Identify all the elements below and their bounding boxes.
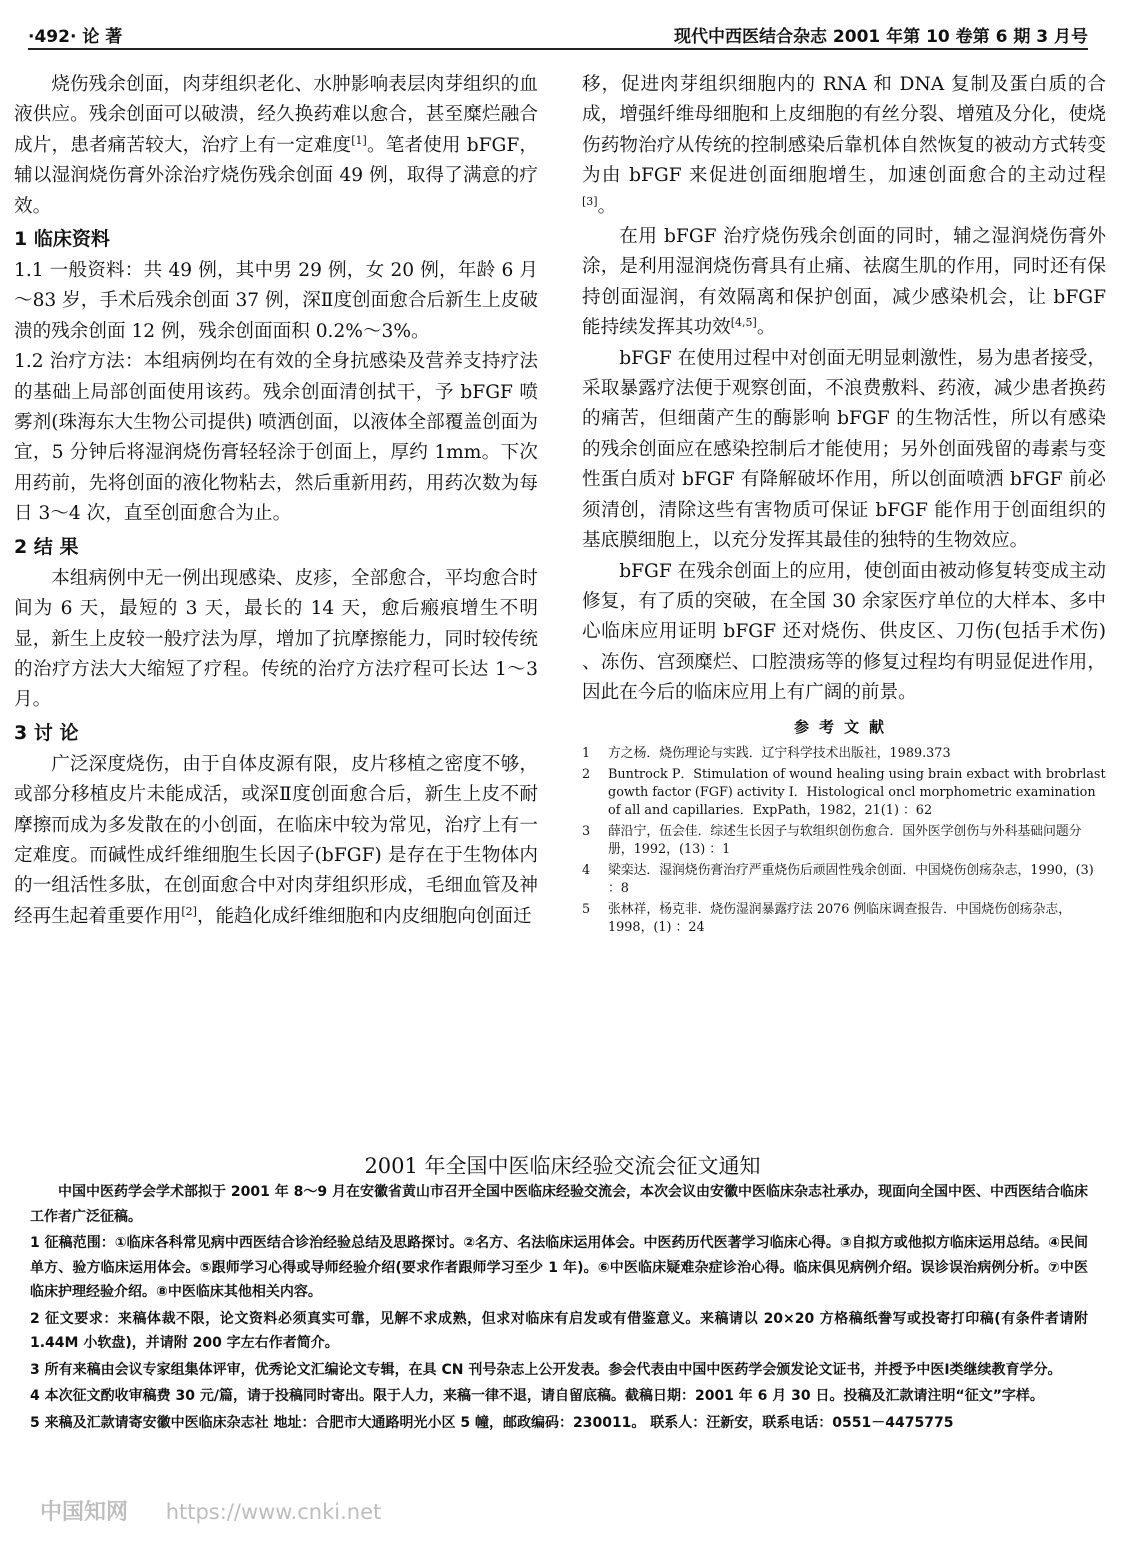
reference-text: 梁栾达．湿润烧伤膏治疗严重烧伤后顽固性残余创面．中国烧伤创疡杂志，1990，(3) ：8 bbox=[608, 862, 1094, 896]
reference-number: 5 bbox=[582, 901, 591, 917]
reference-text: Buntrock P．Stimulation of wound healing using brain exbact with brobrlast gowth factor (FGF) activity I．Histological oncl morphometric examination of all and capillaries．ExpPath，1982，21(1) ：62 bbox=[608, 766, 1106, 818]
reference-number: 2 bbox=[582, 766, 591, 782]
notice-item: 3 所有来稿由会议专家组集体评审，优秀论文汇编论文专辑，在具 CN 刊号杂志上公开发表。参会代表由中国中医药学会颁发论文证书，并授予中医Ⅰ类继续教育学分。 bbox=[30, 1361, 1062, 1378]
reference-number: 3 bbox=[582, 823, 591, 839]
notice-item: 1 征稿范围：①临床各科常见病中西医结合诊治经验总结及思路探讨。②名方、名法临床运用体会。中医药历代医著学习临床心得。③自拟方或他拟方临床运用总结。④民间单方、验方临床运用体会。⑤跟师学习心得或导师经验介绍(要求作者跟师学习至少 1 年)。⑥中医临床疑难杂症诊治心得。临床俱见病例介绍。误诊误治病例分析。⑦中医临床护理经验介绍。⑧中医临床其他相关内容。 bbox=[30, 1235, 1088, 1300]
watermark-footer bbox=[40, 1495, 381, 1526]
notice-intro: 中国中医药学会学术部拟于 2001 年 8～9 月在安徽省黄山市召开全国中医临床经验交流会，本次会议由安徽中医临床杂志社承办，现面向全国中医、中西医结合临床工作者广泛征稿。 bbox=[30, 1184, 1088, 1225]
discussion-text: 广泛深度烧伤，由于自体皮源有限，皮片移植之密度不够，或部分移植皮片未能成活，或深Ⅱ度创面愈合后，新生上皮不耐摩擦而成为多发散在的小创面，在临床中较为常见，治疗上有一定难度。而碱性成纤维细胞生长因子(bFGF) 是存在于生物体内的一组活性多肽，在创面愈合中对肉芽组织形成，毛细血管及神经再生起着重要作用 bbox=[14, 753, 538, 927]
reference-item bbox=[582, 862, 1106, 898]
section-heading-clinical-data: 1 临床资料 bbox=[14, 228, 110, 251]
intro-text-end: 。笔者使用 bFGF，辅以湿润烧伤膏外涂治疗烧伤残余创面 49 例，取得了满意的疗效。 bbox=[14, 134, 538, 217]
citation-4-5: [4,5] bbox=[730, 316, 757, 330]
cnki-brand: 中国知网 bbox=[40, 1500, 129, 1525]
intro-paragraph bbox=[14, 70, 538, 222]
paragraph-a-end: 。 bbox=[756, 317, 776, 339]
call-for-papers-notice bbox=[30, 1180, 1088, 1437]
citation-3: [3] bbox=[582, 194, 598, 208]
cnki-url[interactable]: https://www.cnki.net bbox=[165, 1500, 382, 1524]
notice-item: 5 来稿及汇款请寄安徽中医临床杂志社 地址：合肥市大通路明光小区 5 幢，邮政编码：230011。 联系人：汪新安，联系电话：0551－4475775 bbox=[30, 1414, 954, 1431]
reference-item bbox=[582, 823, 1106, 859]
section-heading-results: 2 结 果 bbox=[14, 535, 79, 558]
notice-item: 2 征文要求：来稿体裁不限，论文资料必须真实可靠，见解不求成熟，但求对临床有启发或有借鉴意义。来稿请以 20×20 方格稿纸誊写或投寄打印稿(有条件者请附 1.44M 小软盘)，并请附 200 字左右作者简介。 bbox=[30, 1310, 1088, 1351]
reference-number: 4 bbox=[582, 862, 591, 878]
references-title: 参考文献 bbox=[793, 717, 894, 736]
reference-item bbox=[582, 766, 1106, 820]
running-header bbox=[28, 18, 1088, 50]
discussion-paragraph bbox=[14, 750, 538, 932]
reference-text: 薛沿宁，伍会佳．综述生长因子与软组织创伤愈合．国外医学创伤与外科基础问题分册，1992，(13) ：1 bbox=[608, 823, 1082, 857]
continued-text-end: 。 bbox=[597, 195, 617, 217]
section-heading-discussion: 3 讨 论 bbox=[14, 721, 79, 744]
discussion-paragraph-a bbox=[582, 222, 1106, 344]
reference-text: 方之杨．烧伤理论与实践．辽宁科学技术出版社，1989.373 bbox=[608, 745, 951, 761]
journal-info: 现代中西医结合杂志 2001 年第 10 卷第 6 期 3 月号 bbox=[674, 27, 1088, 47]
reference-text: 张林祥，杨克非．烧伤湿润暴露疗法 2076 例临床调查报告．中国烧伤创疡杂志，1998，(1) ：24 bbox=[608, 901, 1071, 935]
paragraph-a-text: 在用 bFGF 治疗烧伤残余创面的同时，辅之湿润烧伤膏外涂，是利用湿润烧伤膏具有止痛、祛腐生肌的作用，同时还有保持创面湿润，有效隔离和保护创面，减少感染机会，让 bFGF 能持续发挥其功效 bbox=[582, 226, 1106, 339]
discussion-paragraph-c: bFGF 在残余创面上的应用，使创面由被动修复转变成主动修复，有了质的突破，在全国 30 余家医疗单位的大样本、多中心临床应用证明 bFGF 还对烧伤、供皮区、刀伤(包括手术伤) 、冻伤、宫颈糜烂、口腔溃疡等的修复过程均有明显促进作用，因此在今后的临床应用上有广阔的前景。 bbox=[582, 560, 1106, 704]
citation-2: [2] bbox=[181, 904, 197, 918]
page-number-and-section: ·492· 论 著 bbox=[28, 27, 123, 47]
reference-list bbox=[582, 745, 1106, 937]
subsection-general-data: 1.1 一般资料：共 49 例，其中男 29 例，女 20 例，年龄 6 月～83 岁，手术后残余创面 37 例，深Ⅱ度创面愈合后新生上皮破溃的残余创面 12 例，残余创面面积 0.2%～3%。 bbox=[14, 260, 538, 342]
citation-1: [1] bbox=[351, 133, 367, 147]
subsection-treatment-method: 1.2 治疗方法：本组病例均在有效的全身抗感染及营养支持疗法的基础上局部创面使用该药。残余创面清创拭干，予 bFGF 喷雾剂(珠海东大生物公司提供) 喷洒创面，以液体全部覆盖创面为宜，5 分钟后将湿润烧伤膏轻轻涂于创面上，厚约 1mm。下次用药前，先将创面的液化物粘去，然后重新用药，用药次数为每日 3～4 次，直至创面愈合为止。 bbox=[14, 351, 538, 525]
reference-item bbox=[582, 745, 1106, 763]
discussion-continued bbox=[582, 70, 1106, 222]
right-column bbox=[582, 70, 1106, 940]
continued-text: 移，促进肉芽组织细胞内的 RNA 和 DNA 复制及蛋白质的合成，增强纤维母细胞和上皮细胞的有丝分裂、增殖及分化，使烧伤药物治疗从传统的控制感染后靠机体自然恢复的被动方式转变为由 bFGF 来促进创面细胞增生，加速创面愈合的主动过程 bbox=[582, 74, 1106, 187]
intro-text: 烧伤残余创面，肉芽组织老化、水肿影响表层肉芽组织的血液供应。残余创面可以破溃，经久换药难以愈合，甚至糜烂融合成片，患者痛苦较大，治疗上有一定难度 bbox=[14, 74, 538, 156]
reference-number: 1 bbox=[582, 745, 591, 761]
left-column bbox=[14, 70, 538, 932]
results-paragraph: 本组病例中无一例出现感染、皮疹，全部愈合，平均愈合时间为 6 天，最短的 3 天，最长的 14 天，愈后瘢痕增生不明显，新生上皮较一般疗法为厚，增加了抗摩擦能力，同时较传统的治疗方法大大缩短了疗程。传统的治疗方法疗程可长达 1～3 月。 bbox=[14, 567, 538, 711]
discussion-text-end: ，能趋化成纤维细胞和内皮细胞向创面迁 bbox=[196, 905, 532, 927]
notice-item: 4 本次征文酌收审稿费 30 元/篇，请于投稿同时寄出。限于人力，来稿一律不退，请自留底稿。截稿日期：2001 年 6 月 30 日。投稿及汇款请注明“征文”字样。 bbox=[30, 1388, 1044, 1404]
discussion-paragraph-b: bFGF 在使用过程中对创面无明显刺激性，易为患者接受，采取暴露疗法便于观察创面，不浪费敷料、药液，减少患者换药的痛苦，但细菌产生的酶影响 bFGF 的生物活性，所以有感染的残余创面应在感染控制后才能使用；另外创面残留的毒素与变性蛋白质对 bFGF 有降解破坏作用，所以创面喷洒 bFGF 前必须清创，清除这些有害物质可保证 bFGF 能作用于创面组织的基底膜细胞上，以充分发挥其最佳的独特的生物效应。 bbox=[582, 347, 1106, 552]
notice-title: 2001 年全国中医临床经验交流会征文通知 bbox=[364, 1154, 761, 1178]
reference-item bbox=[582, 901, 1106, 937]
